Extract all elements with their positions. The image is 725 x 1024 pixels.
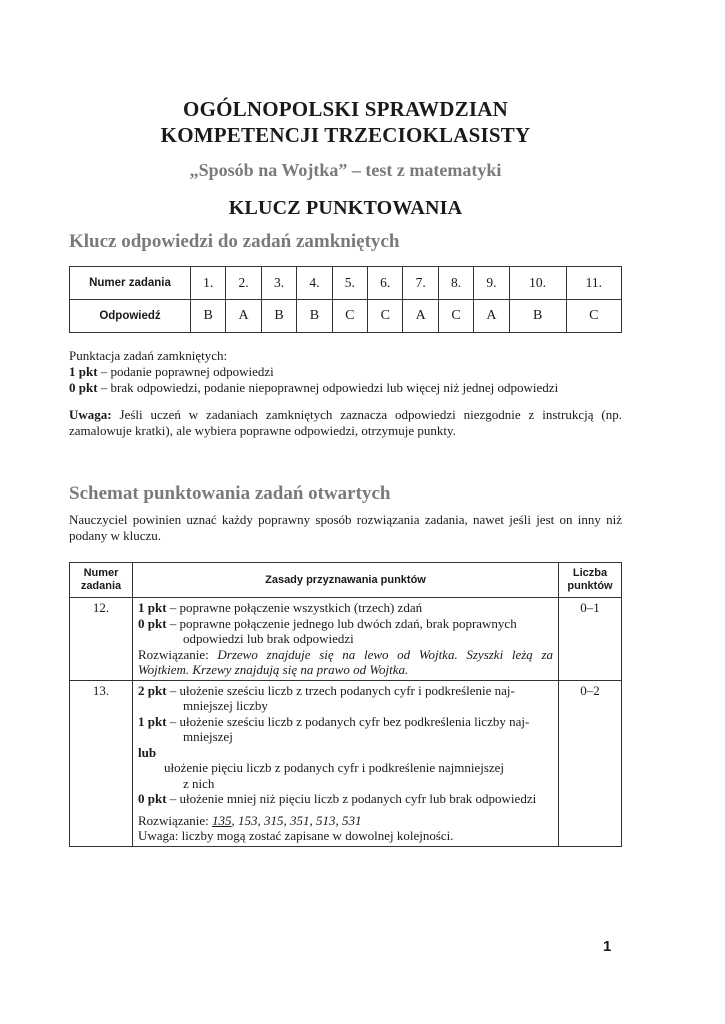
task-note: Uwaga: liczby mogą zostać zapisane w dowolnej kolejności. (138, 828, 454, 843)
answers-row-label: Odpowiedź (70, 300, 191, 333)
answer-cell: A (226, 300, 261, 333)
col-rules-header: Zasady przyznawania punktów (133, 563, 559, 598)
header-text: Numer (83, 567, 119, 579)
open-intro: Nauczyciel powinien uznać każdy poprawny sposób rozwiązania zadania, nawet jeśli jest on inny niż podany w kluczu. (69, 512, 622, 543)
pkt-text: – ułożenie sześciu liczb z trzech podanych cyfr i podkreślenie naj- (166, 682, 515, 698)
pkt-label: 0 pkt (69, 380, 98, 395)
answer-cell: C (332, 300, 367, 333)
closed-tasks-heading: Klucz odpowiedzi do zadań zamkniętych (69, 231, 400, 252)
title-line-2: KOMPETENCJI TRZECIOKLASISTY (160, 123, 531, 147)
task-number-cell: 2. (226, 267, 261, 300)
pkt-text: – brak odpowiedzi, podanie niepoprawnej odpowiedzi lub więcej niż jednej odpowiedzi (97, 380, 559, 395)
task-number: 13. (70, 680, 133, 846)
solution-label: Rozwiązanie: (138, 646, 218, 662)
answer-cell: B (297, 300, 332, 333)
task-number-cell: 5. (332, 267, 367, 300)
numbers-row-label: Numer zadania (70, 267, 191, 300)
table-row (70, 598, 622, 681)
pkt-label: 0 pkt (138, 791, 167, 806)
pkt-label: 0 pkt (138, 615, 167, 631)
main-heading: KLUCZ PUNKTOWANIA (228, 197, 463, 219)
alt-text: z nich (183, 775, 215, 791)
table-row (70, 680, 622, 846)
points-range: 0–1 (559, 598, 622, 681)
pkt-text: mniejszej liczby (183, 698, 268, 713)
scoring-title: Punktacja zadań zamkniętych: (69, 348, 228, 363)
alt-text: ułożenie pięciu liczb z podanych cyfr i podkreślenie najmniejszej (164, 760, 505, 775)
answer-cell: C (566, 300, 621, 333)
task-rules (133, 598, 559, 681)
note-text: Jeśli uczeń w zadaniach zamkniętych zaznacza odpowiedzi niezgodnie z instrukcją (np. zamalowuje kratki), ale wybiera poprawne odpowiedzi, otrzymuje punkty. (69, 407, 622, 438)
header-text: punktów (567, 580, 613, 592)
pkt-label: 1 pkt (138, 713, 167, 729)
col-points-header (559, 563, 622, 598)
scoring-scheme-table (69, 562, 622, 847)
answer-cell: B (191, 300, 226, 333)
or-label: lub (138, 744, 157, 760)
pkt-label: 1 pkt (138, 600, 167, 615)
task-number-cell: 11. (566, 267, 621, 300)
pkt-label: 2 pkt (138, 682, 167, 698)
task-number-cell: 1. (191, 267, 226, 300)
answer-cell: A (474, 300, 509, 333)
col-number-header (70, 563, 133, 598)
task-number-cell: 8. (438, 267, 473, 300)
pkt-text: – poprawne połączenie wszystkich (trzech) zdań (166, 600, 423, 615)
answer-key-table (69, 266, 622, 333)
points-range: 0–2 (559, 680, 622, 846)
header-row (70, 563, 622, 598)
answer-cell: C (368, 300, 403, 333)
answers-row (70, 300, 622, 333)
scoring-1pt (69, 364, 622, 380)
page-number: 1 (603, 938, 612, 955)
header-text: zadania (80, 580, 122, 592)
solution-label: Rozwiązanie: (138, 812, 212, 828)
note-label: Uwaga: (69, 407, 112, 422)
header-text: Liczba (572, 567, 608, 579)
pkt-text: – podanie poprawnej odpowiedzi (97, 364, 274, 379)
task-number-cell: 4. (297, 267, 332, 300)
answer-cell: C (438, 300, 473, 333)
scoring-0pt (69, 380, 622, 396)
pkt-text: – poprawne połączenie jednego lub dwóch zdań, brak poprawnych (166, 615, 517, 631)
task-number: 12. (70, 598, 133, 681)
task-number-cell: 10. (509, 267, 566, 300)
pkt-text: odpowiedzi lub brak odpowiedzi (183, 631, 354, 646)
pkt-text: – ułożenie sześciu liczb z podanych cyfr bez podkreślenia liczby naj- (166, 713, 530, 729)
task-number-cell: 3. (261, 267, 296, 300)
pkt-text: mniejszej (183, 729, 233, 744)
answer-cell: B (509, 300, 566, 333)
task-rules (133, 680, 559, 846)
subtitle: „Sposób na Wojtka” – test z matematyki (189, 160, 502, 180)
pkt-label: 1 pkt (69, 364, 98, 379)
closed-scoring-block (69, 348, 622, 396)
solution-first: 135 (212, 812, 232, 828)
solution-text: Drzewo znajduje się na lewo od Wojtka. Szyszki leżą za Wojtkiem. Krzewy znajdują się na prawo od Wojtka. (138, 646, 554, 677)
title-line-1: OGÓLNOPOLSKI SPRAWDZIAN (183, 97, 508, 121)
solution-rest: , 153, 315, 351, 513, 531 (231, 812, 362, 828)
pkt-text: – ułożenie mniej niż pięciu liczb z podanych cyfr lub brak odpowiedzi (166, 791, 537, 806)
open-tasks-heading: Schemat punktowania zadań otwartych (69, 483, 391, 504)
task-number-cell: 6. (368, 267, 403, 300)
answer-cell: B (261, 300, 296, 333)
task-number-cell: 7. (403, 267, 438, 300)
numbers-row (70, 267, 622, 300)
answer-cell: A (403, 300, 438, 333)
task-number-cell: 9. (474, 267, 509, 300)
closed-note (69, 407, 622, 439)
